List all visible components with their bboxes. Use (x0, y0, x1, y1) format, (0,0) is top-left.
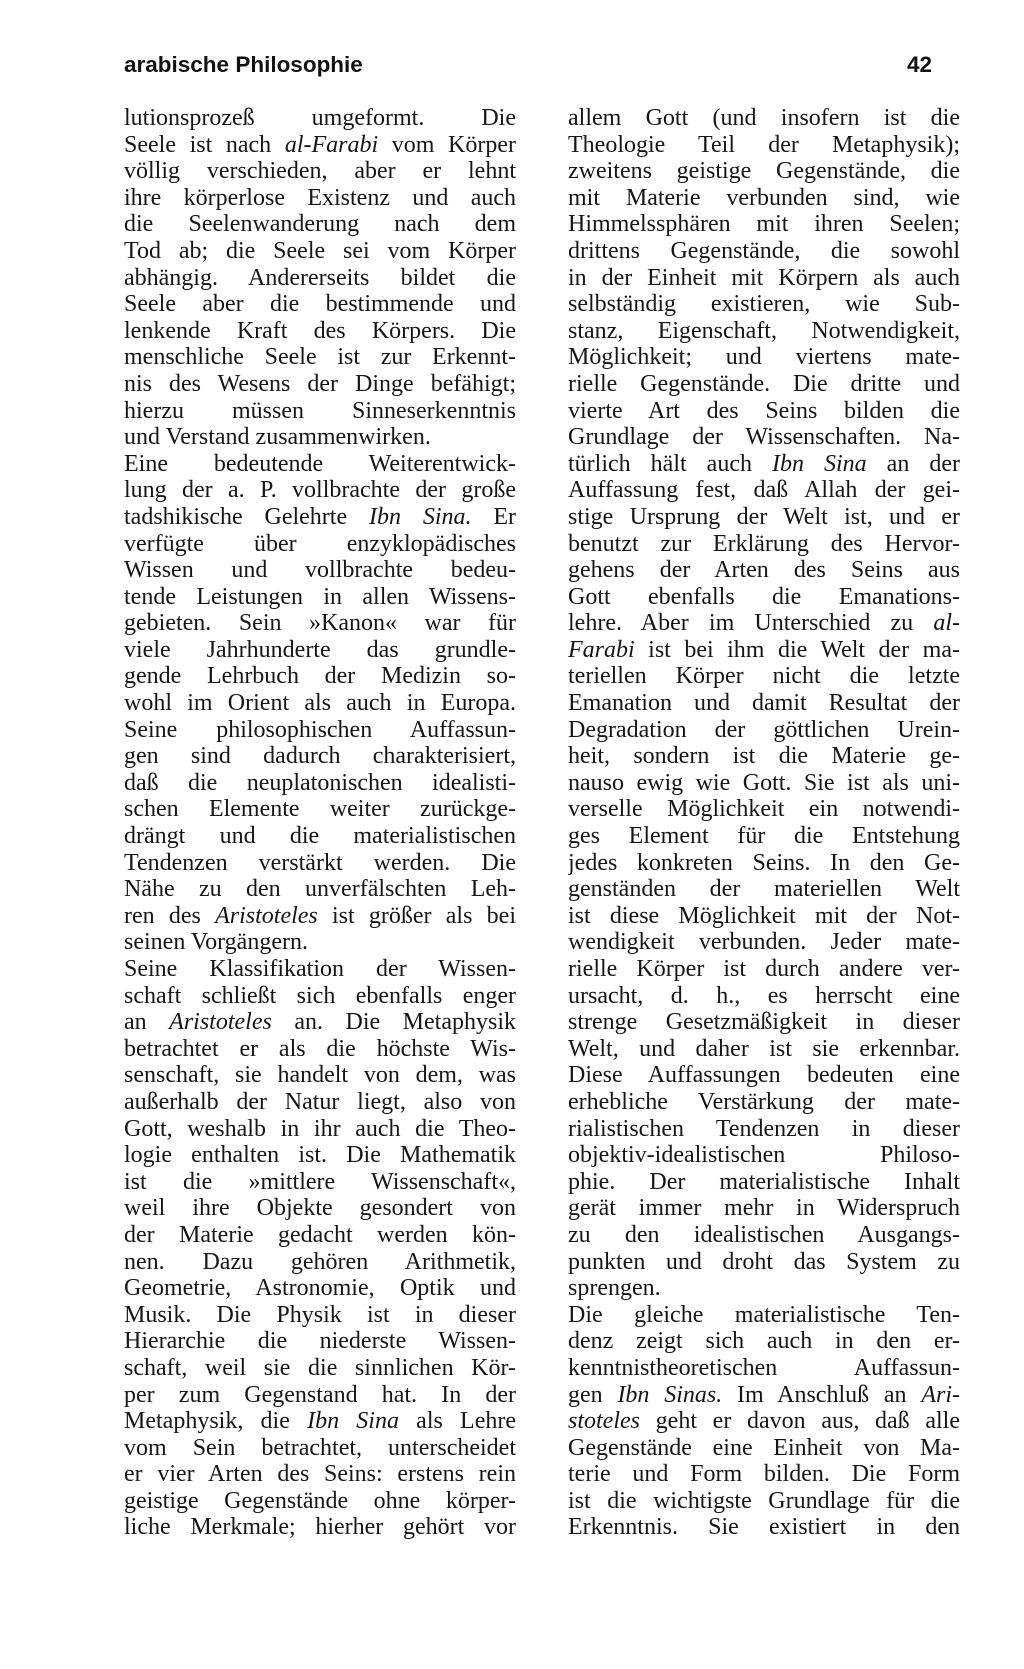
text-line: Emanation und damit Resultat der (568, 690, 960, 717)
text-line: heit, sondern ist die Materie ge- (568, 743, 960, 770)
text-line: stige Ursprung der Welt ist, und er (568, 503, 960, 530)
text-line: Möglichkeit; und viertens mate- (568, 344, 960, 371)
text-line: stoteles geht er davon aus, daß alle (568, 1408, 960, 1435)
italic-name: Ibn Sina (307, 1408, 399, 1435)
text-line: der Materie gedacht werden kön- (124, 1221, 516, 1248)
text-line: wendigkeit verbunden. Jeder mate- (568, 929, 960, 956)
italic-name: al- (933, 610, 960, 637)
italic-name: Farabi (568, 636, 635, 663)
text-line: nen. Dazu gehören Arithmetik, (124, 1248, 516, 1275)
text-line: ihre körperlose Existenz und auch (124, 184, 516, 211)
right-text-column (568, 105, 960, 1541)
text-line: geistige Gegenstände ohne körper- (124, 1487, 516, 1514)
text-line: verselle Möglichkeit ein notwendi- (568, 796, 960, 823)
text-line: ist die wichtigste Grundlage für die (568, 1487, 960, 1514)
page-number: 42 (906, 52, 932, 77)
italic-name: al-Farabi (284, 131, 379, 158)
text-line: ges Element für die Entstehung (568, 823, 960, 850)
text-line: Theologie Teil der Metaphysik); (568, 131, 960, 158)
text-line: vierte Art des Seins bilden die (568, 397, 960, 424)
text-line: stanz, Eigenschaft, Notwendigkeit, (568, 317, 960, 344)
text-line: rielle Körper ist durch andere ver- (568, 956, 960, 982)
text-line: Tod ab; die Seele sei vom Körper (124, 237, 516, 264)
text-line: benutzt zur Erklärung des Hervor- (568, 530, 960, 557)
text-line: mit Materie verbunden sind, wie (568, 184, 960, 211)
text-line: Geometrie, Astronomie, Optik und (124, 1275, 516, 1302)
text-line: phie. Der materialistische Inhalt (568, 1168, 960, 1195)
text-line: schaft, weil sie die sinnlichen Kör- (124, 1354, 516, 1381)
text-line: er vier Arten des Seins: erstens rein (124, 1461, 516, 1488)
running-header (124, 52, 932, 84)
text-line: senschaft, sie handelt von dem, was (124, 1062, 516, 1089)
text-line: Gott ebenfalls die Emanations- (568, 583, 960, 610)
text-line: daß die neuplatonischen idealisti- (124, 769, 516, 796)
text-line: Erkenntnis. Sie existiert in den (568, 1514, 960, 1541)
text-line: genständen der materiellen Welt (568, 876, 960, 903)
text-line: Tendenzen verstärkt werden. Die (124, 849, 516, 876)
text-line: viele Jahrhunderte das grundle- (124, 636, 516, 663)
text-line: jedes konkreten Seins. In den Ge- (568, 849, 960, 876)
text-line: außerhalb der Natur liegt, also von (124, 1088, 516, 1115)
text-line: nis des Wesens der Dinge befähigt; (124, 370, 516, 397)
text-line: Auffassung fest, daß Allah der gei- (568, 477, 960, 504)
text-line: an Aristoteles an. Die Metaphysik (124, 1009, 516, 1036)
text-line: tadshikische Gelehrte Ibn Sina. Er (124, 503, 516, 530)
italic-name: Ibn Sina (771, 450, 867, 477)
text-line: erhebliche Verstärkung der mate- (568, 1088, 960, 1115)
text-line: zweitens geistige Gegenstände, die (568, 158, 960, 185)
text-line: sprengen. (568, 1275, 661, 1302)
italic-name: Ibn Sinas. (617, 1381, 723, 1408)
text-line: gebieten. Sein »Kanon« war für (124, 610, 516, 637)
text-line: in der Einheit mit Körpern als auch (568, 264, 960, 291)
text-line: ursacht, d. h., es herrscht eine (568, 982, 960, 1009)
text-line: Seine philosophischen Auffassun- (124, 716, 516, 743)
text-line: wohl im Orient als auch in Europa. (124, 690, 516, 717)
italic-name: Aristoteles (169, 1009, 272, 1036)
italic-name: Aristoteles (215, 902, 318, 929)
text-line: Farabi ist bei ihm die Welt der ma- (568, 636, 960, 663)
text-line: Seele ist nach al-Farabi vom Körper (124, 131, 516, 158)
italic-name: stoteles (568, 1408, 640, 1435)
text-line: gen Ibn Sinas. Im Anschluß an Ari- (568, 1381, 960, 1408)
text-line: Hierarchie die niederste Wissen- (124, 1328, 516, 1355)
text-line: schaft schließt sich ebenfalls enger (124, 982, 516, 1009)
italic-name: Ibn Sina. (368, 503, 472, 530)
text-line: menschliche Seele ist zur Erkennt- (124, 344, 516, 371)
text-line: Degradation der göttlichen Urein- (568, 716, 960, 743)
text-line: gerät immer mehr in Widerspruch (568, 1195, 960, 1222)
text-line: Musik. Die Physik ist in dieser (124, 1301, 516, 1328)
text-line: lung der a. P. vollbrachte der große (124, 477, 516, 504)
text-line: lehre. Aber im Unterschied zu al- (568, 610, 960, 637)
text-line: Gegenstände eine Einheit von Ma- (568, 1434, 960, 1461)
text-line: liche Merkmale; hierher gehört vor (124, 1514, 516, 1541)
left-text-column (124, 105, 516, 1541)
text-line: gehens der Arten des Seins aus (568, 557, 960, 584)
text-line: Welt, und daher ist sie erkennbar. (568, 1035, 960, 1062)
text-line: abhängig. Andererseits bildet die (124, 264, 516, 291)
text-line: Nähe zu den unverfälschten Leh- (124, 876, 516, 903)
text-line: Grundlage der Wissenschaften. Na- (568, 424, 960, 451)
text-line: Diese Auffassungen bedeuten eine (568, 1062, 960, 1089)
text-line: rielle Gegenstände. Die dritte und (568, 370, 960, 397)
text-line: selbständig existieren, wie Sub- (568, 291, 960, 318)
text-line: gende Lehrbuch der Medizin so- (124, 663, 516, 690)
text-line: nauso ewig wie Gott. Sie ist als uni- (568, 769, 960, 796)
text-line: vom Sein betrachtet, unterscheidet (124, 1434, 516, 1461)
text-line: Eine bedeutende Weiterentwick- (124, 450, 516, 477)
text-line: Seele aber die bestimmende und (124, 291, 516, 318)
italic-name: Ari- (921, 1381, 960, 1408)
text-line: tende Leistungen in allen Wissens- (124, 583, 516, 610)
text-line: die Seelenwanderung nach dem (124, 211, 516, 238)
text-line: hierzu müssen Sinneserkenntnis (124, 397, 516, 424)
text-line: völlig verschieden, aber er lehnt (124, 158, 516, 185)
text-line: drängt und die materialistischen (124, 823, 516, 850)
text-line: Himmelssphären mit ihren Seelen; (568, 211, 960, 238)
text-line: Gott, weshalb in ihr auch die Theo- (124, 1115, 516, 1142)
text-line: zu den idealistischen Ausgangs- (568, 1221, 960, 1248)
text-line: verfügte über enzyklopädisches (124, 530, 516, 557)
text-line: schen Elemente weiter zurückge- (124, 796, 516, 823)
text-line: per zum Gegenstand hat. In der (124, 1381, 516, 1408)
text-line: betrachtet er als die höchste Wis- (124, 1035, 516, 1062)
text-line: Metaphysik, die Ibn Sina als Lehre (124, 1408, 516, 1435)
text-line: lutionsprozeß umgeformt. Die (124, 105, 516, 131)
text-line: Die gleiche materialistische Ten- (568, 1301, 960, 1328)
text-line: rialistischen Tendenzen in dieser (568, 1115, 960, 1142)
text-line: ist die »mittlere Wissenschaft«, (124, 1168, 516, 1195)
text-line: strenge Gesetzmäßigkeit in dieser (568, 1009, 960, 1036)
text-line: punkten und droht das System zu (568, 1248, 960, 1275)
text-line: gen sind dadurch charakterisiert, (124, 743, 516, 770)
text-line: weil ihre Objekte gesondert von (124, 1195, 516, 1222)
text-line: Wissen und vollbrachte bedeu- (124, 557, 516, 584)
text-line: objektiv-idealistischen Philoso- (568, 1142, 960, 1169)
text-line: kenntnistheoretischen Auffassun- (568, 1354, 960, 1381)
text-line: ren des Aristoteles ist größer als bei (124, 902, 516, 929)
text-line: ist diese Möglichkeit mit der Not- (568, 902, 960, 929)
text-line: Seine Klassifikation der Wissen- (124, 956, 516, 982)
text-line: lenkende Kraft des Körpers. Die (124, 317, 516, 344)
text-line: seinen Vorgängern. (124, 929, 308, 956)
text-line: und Verstand zusammenwirken. (124, 424, 431, 451)
text-line: türlich hält auch Ibn Sina an der (568, 450, 960, 477)
text-line: terie und Form bilden. Die Form (568, 1461, 960, 1488)
text-line: allem Gott (und insofern ist die (568, 105, 960, 131)
text-line: denz zeigt sich auch in den er- (568, 1328, 960, 1355)
text-line: drittens Gegenstände, die sowohl (568, 237, 960, 264)
running-title: arabische Philosophie (124, 52, 363, 77)
text-line: logie enthalten ist. Die Mathematik (124, 1142, 516, 1169)
text-line: teriellen Körper nicht die letzte (568, 663, 960, 690)
